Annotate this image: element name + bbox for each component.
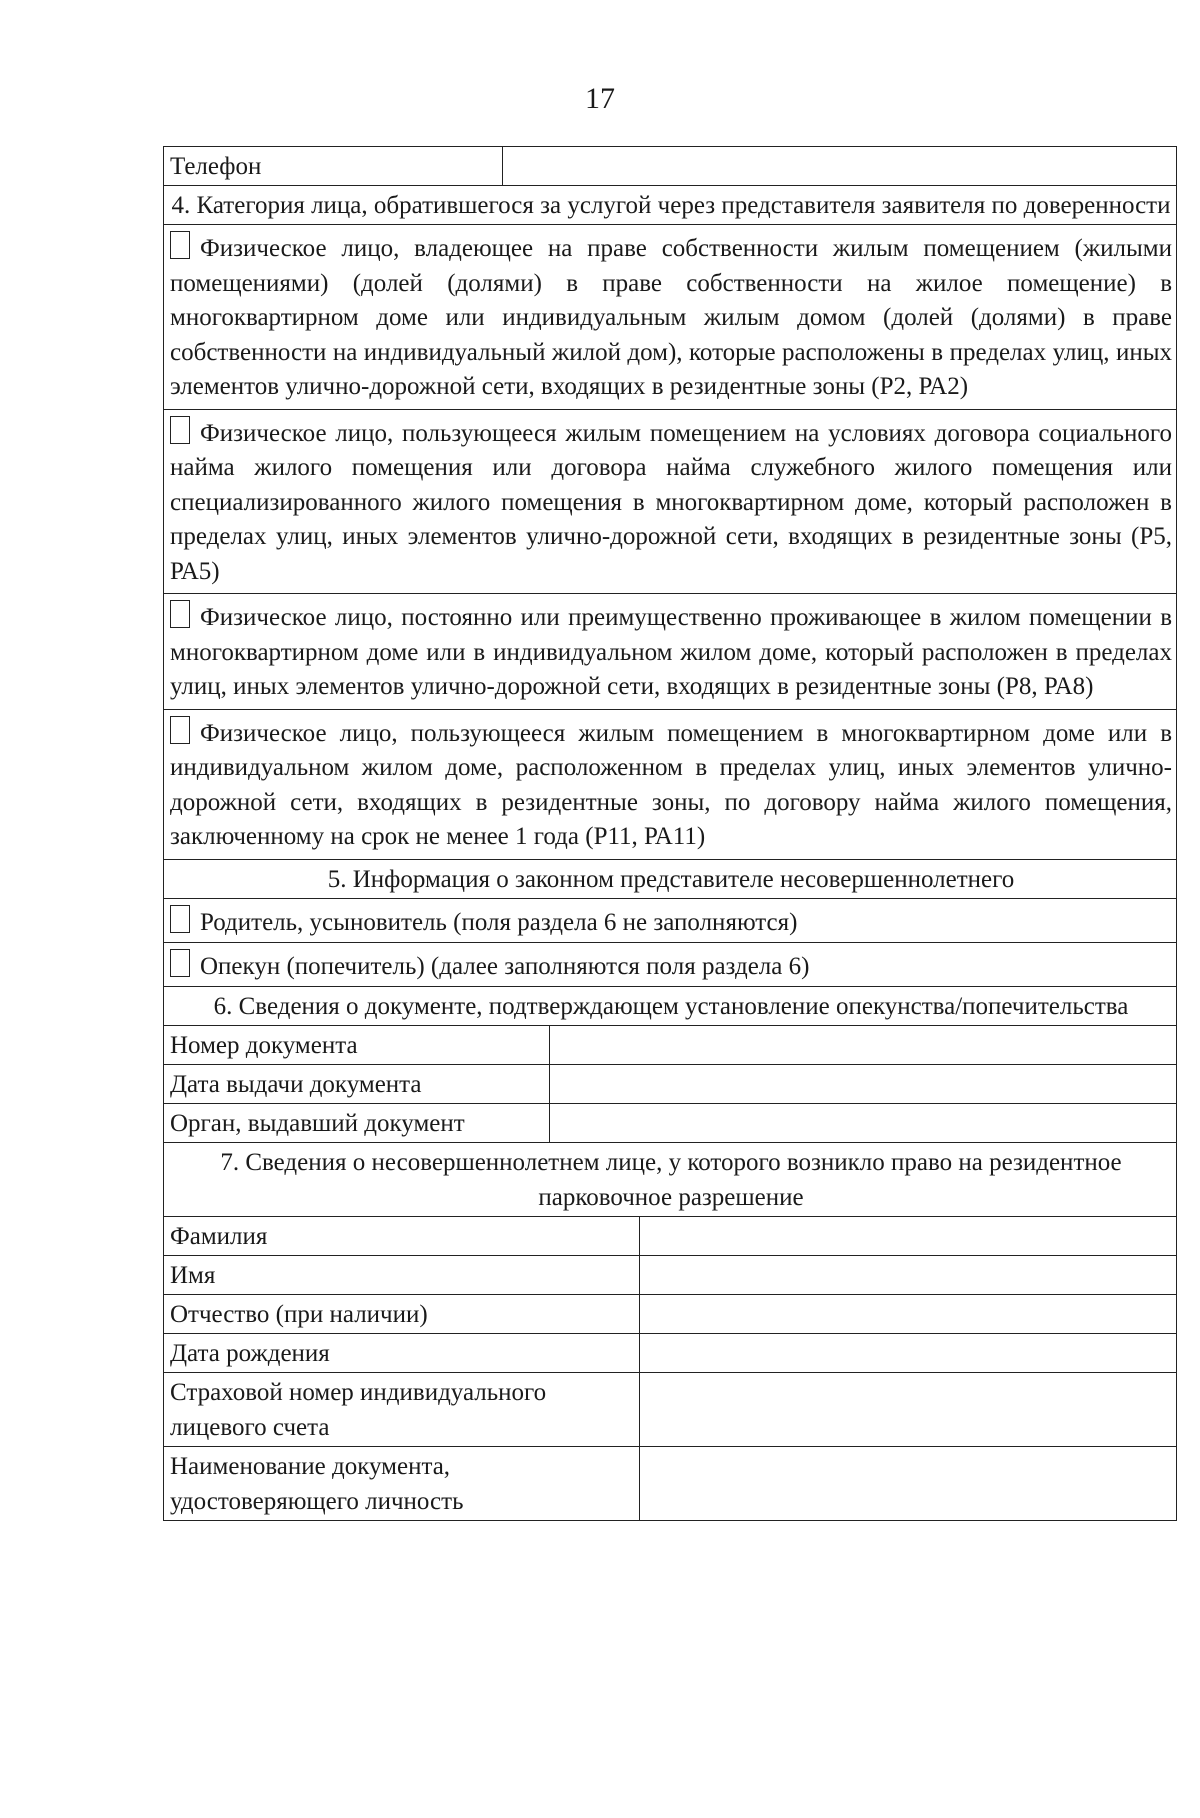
phone-label: Телефон xyxy=(170,153,262,180)
section-5-header xyxy=(164,860,1176,899)
section-7-field-row xyxy=(164,1256,1176,1295)
section-6-field-row xyxy=(164,1065,1176,1104)
document-number-input[interactable] xyxy=(549,1026,1176,1064)
first-name-input[interactable] xyxy=(639,1256,1176,1294)
option-p8-checkbox[interactable] xyxy=(170,600,190,628)
section-5-title: 5. Информация о законном представителе несовершеннолетнего xyxy=(327,865,1015,893)
section-6-title: 6. Сведения о документе, подтверждающем установление опекунства/попечительства xyxy=(213,992,1129,1020)
option-p2-label: Физическое лицо, владеющее на праве собственности жилым помещением (жилыми помещениями) (долей (долями) в праве собственности на жилое помещение) в многоквартирном доме или индивидуальным жилым домом (долей (долями) в праве собственности на индивидуальный жилой дом), которые расположены в пределах улиц, иных элементов улично-дорожной сети, входящих в резидентные зоны (Р2, РА2) xyxy=(170,235,1172,400)
phone-row xyxy=(164,147,1176,186)
section-7-title: 7. Сведения о несовершеннолетнем лице, у которого возникло право на резидентное парковочное разрешение xyxy=(220,1148,1122,1211)
section-5-option-1 xyxy=(164,899,1176,943)
birth-date-label: Дата рождения xyxy=(170,1339,330,1367)
option-p8-label: Физическое лицо, постоянно или преимущественно проживающее в жилом помещении в многоквартирном доме или в индивидуальном жилом доме, который расположен в пределах улиц, иных элементов улично-дорожной сети, входящих в резидентные зоны (Р8, РА8) xyxy=(170,604,1172,700)
snils-input[interactable] xyxy=(639,1373,1176,1446)
issuing-authority-label: Орган, выдавший документ xyxy=(170,1109,465,1137)
section-4-option-2 xyxy=(164,410,1176,595)
section-4-option-1 xyxy=(164,225,1176,410)
section-4-title: 4. Категория лица, обратившегося за услугой через представителя заявителя по доверенности xyxy=(171,192,1171,219)
option-p5-label: Физическое лицо, пользующееся жилым помещением на условиях договора социального найма жилого помещения или договора найма служебного жилого помещения или специализированного жилого помещения в многоквартирном доме, который расположен в пределах улиц, иных элементов улично-дорожной сети, входящих в резидентные зоны (Р5, РА5) xyxy=(170,419,1172,585)
section-6-header xyxy=(164,987,1176,1026)
parent-label: Родитель, усыновитель (поля раздела 6 не заполняются) xyxy=(200,908,798,936)
section-6-field-row xyxy=(164,1026,1176,1065)
issuing-authority-input[interactable] xyxy=(549,1104,1176,1142)
option-p2-checkbox[interactable] xyxy=(170,231,190,259)
patronymic-input[interactable] xyxy=(639,1295,1176,1333)
last-name-label: Фамилия xyxy=(170,1222,268,1250)
option-p11-checkbox[interactable] xyxy=(170,716,190,744)
section-7-field-row xyxy=(164,1447,1176,1521)
first-name-label: Имя xyxy=(170,1261,216,1289)
application-form xyxy=(163,146,1177,1521)
section-7-field-row xyxy=(164,1217,1176,1256)
option-p11-label: Физическое лицо, пользующееся жилым помещением в многоквартирном доме или в индивидуальном жилом доме, расположенном в пределах улиц, иных элементов улично-дорожной сети, входящих в резидентные зоны, по договору найма жилого помещения, заключенному на срок не менее 1 года (Р11, РА11) xyxy=(170,719,1172,850)
issue-date-input[interactable] xyxy=(549,1065,1176,1103)
birth-date-input[interactable] xyxy=(639,1334,1176,1372)
parent-checkbox[interactable] xyxy=(170,905,190,933)
section-4-option-3 xyxy=(164,594,1176,710)
section-7-header xyxy=(164,1143,1176,1217)
page-number: 17 xyxy=(585,82,615,115)
patronymic-label: Отчество (при наличии) xyxy=(170,1300,428,1328)
identity-document-input[interactable] xyxy=(639,1447,1176,1520)
guardian-label: Опекун (попечитель) (далее заполняются поля раздела 6) xyxy=(200,952,810,980)
issue-date-label: Дата выдачи документа xyxy=(170,1070,422,1098)
document-number-label: Номер документа xyxy=(170,1031,358,1059)
section-4-header xyxy=(164,186,1176,225)
section-6-field-row xyxy=(164,1104,1176,1143)
option-p5-checkbox[interactable] xyxy=(170,416,190,444)
section-7-field-row xyxy=(164,1373,1176,1447)
section-7-field-row xyxy=(164,1334,1176,1373)
section-7-field-row xyxy=(164,1295,1176,1334)
guardian-checkbox[interactable] xyxy=(170,949,190,977)
last-name-input[interactable] xyxy=(639,1217,1176,1255)
phone-input[interactable] xyxy=(502,147,1176,185)
section-4-option-4 xyxy=(164,710,1176,860)
identity-document-label: Наименование документа, удостоверяющего личность xyxy=(170,1452,464,1515)
snils-label: Страховой номер индивидуального лицевого счета xyxy=(170,1378,547,1441)
section-5-option-2 xyxy=(164,943,1176,987)
